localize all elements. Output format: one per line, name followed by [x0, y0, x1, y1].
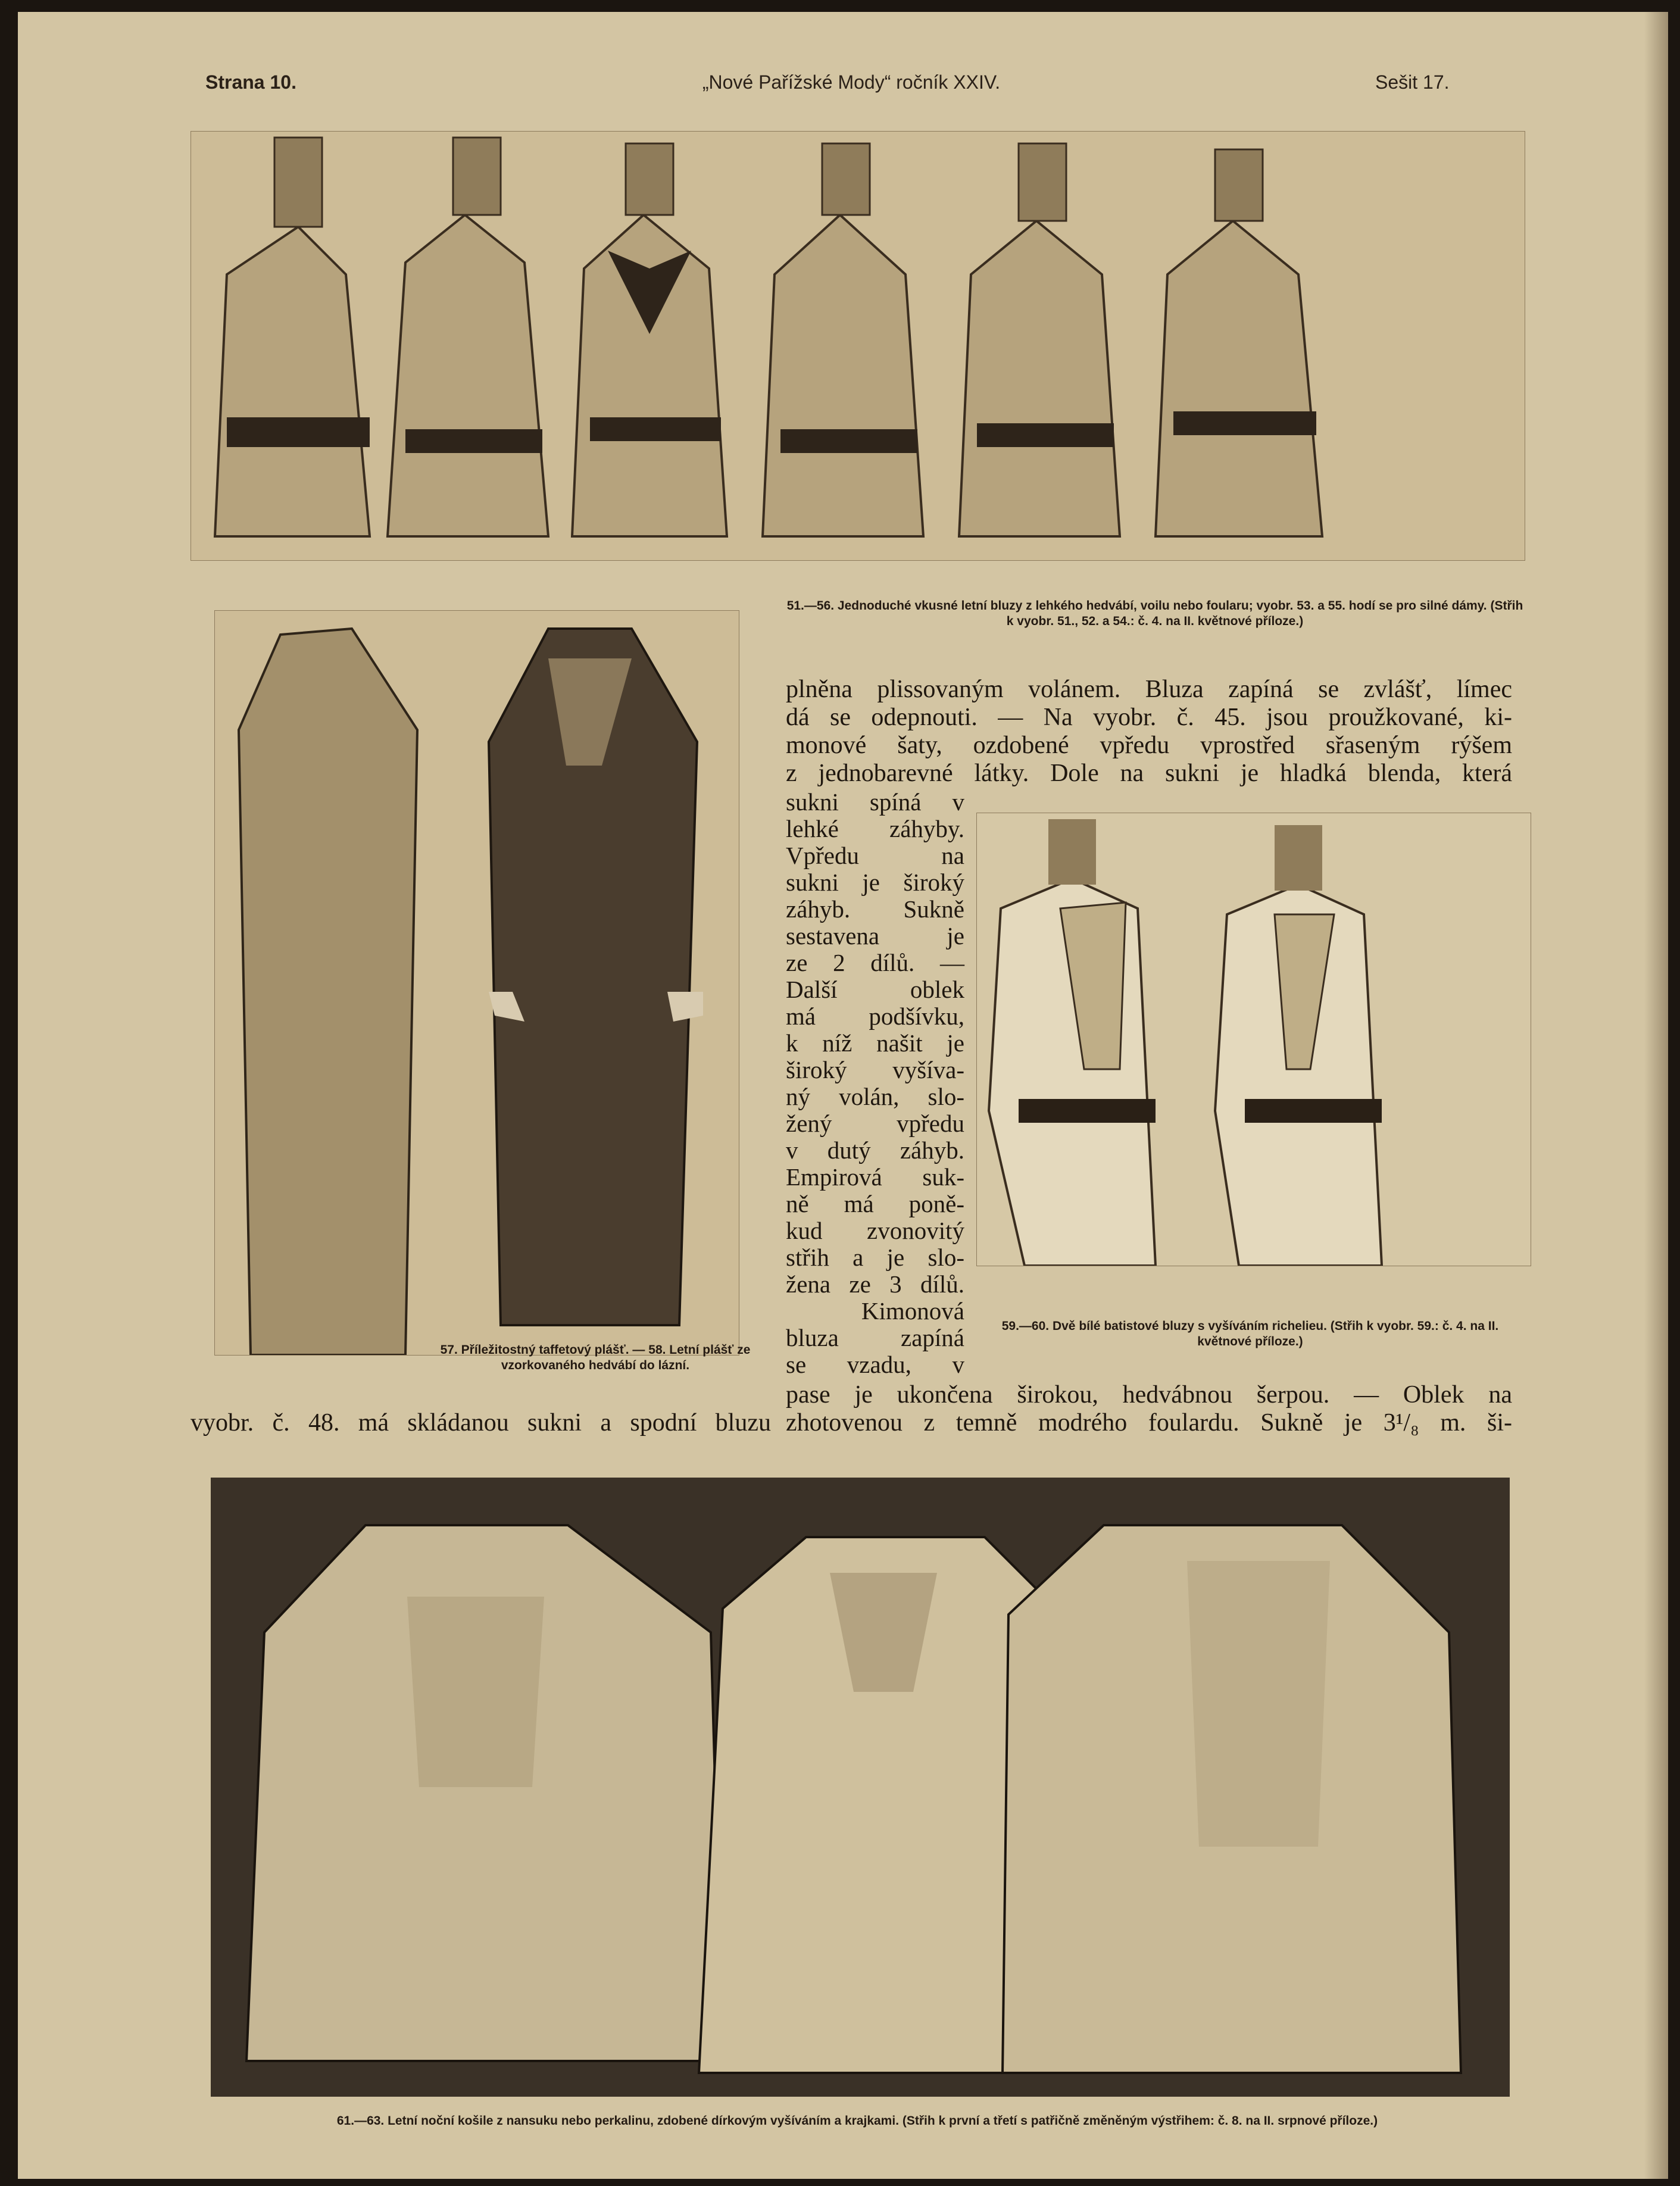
narrow-line-5: záhyb. Sukně — [786, 895, 964, 923]
text-line-4: z jednobarevné látky. Dole na sukni je hladká blenda, která — [786, 760, 1512, 787]
text-line-left: vyobr. č. 48. má skládanou sukni a spodní bluzu — [191, 1409, 771, 1436]
coats-illustration — [214, 610, 739, 1356]
narrow-line-6: sestavena je — [786, 922, 964, 950]
white-blouses-illustration — [976, 813, 1531, 1266]
text-line-3: monové šaty, ozdobené vpředu vprostřed sřaseným rýšem — [786, 732, 1512, 759]
narrow-line-9: má podšívku, — [786, 1003, 964, 1030]
narrow-line-18: střih a je slo- — [786, 1244, 964, 1271]
narrow-line-22: se vzadu, v — [786, 1351, 964, 1378]
narrow-line-4: sukni je široký — [786, 869, 964, 896]
caption-blouses-51-56: 51.—56. Jednoduché vkusné letní bluzy z lehkého hedvábí, voilu nebo foularu; vyobr. 53. a 55. hodí se pro silné dámy. (Střih k vyobr. 51., 52. a 54.: č. 4. na II. květnové příloze.) — [786, 599, 1523, 628]
narrow-line-14: v dutý záhyb. — [786, 1136, 964, 1164]
caption-nightshirts-61-63: 61.—63. Letní noční košile z nansuku nebo perkalinu, zdobené dírkovým vyšíváním a krajkami. (Střih k první a třetí s patřičně změněným výstřihem: č. 8. na II. srpnové příloze.) — [336, 2114, 1378, 2128]
text-line-1: plněna plissovaným volánem. Bluza zapíná se zvlášť, límec — [786, 676, 1512, 703]
blouses-illustration — [191, 131, 1525, 561]
narrow-line-2: lehké záhyby. — [786, 815, 964, 842]
narrow-line-15: Empirová suk- — [786, 1163, 964, 1191]
publication-title: „Nové Pařížské Mody“ ročník XXIV. — [702, 71, 1001, 93]
narrow-line-16: ně má poně- — [786, 1190, 964, 1217]
narrow-line-8: Další oblek — [786, 976, 964, 1003]
nightshirts-photo — [211, 1478, 1510, 2097]
narrow-line-12: ný volán, slo- — [786, 1083, 964, 1110]
narrow-line-13: žený vpředu — [786, 1110, 964, 1137]
issue-number: Sešit 17. — [1375, 71, 1450, 93]
narrow-line-1: sukni spíná v — [786, 788, 964, 816]
caption-blouses-59-60: 59.—60. Dvě bílé batistové bluzy s vyšíváním richelieu. (Střih k vyobr. 59.: č. 4. na II. květnové příloze.) — [1001, 1319, 1499, 1348]
text-line-2: dá se odepnouti. — Na vyobr. č. 45. jsou proužkované, ki- — [786, 704, 1512, 731]
narrow-line-7: ze 2 dílů. — — [786, 949, 964, 976]
narrow-line-3: Vpředu na — [786, 842, 964, 869]
narrow-line-20: Kimonová — [861, 1297, 964, 1325]
narrow-line-11: široký vyšíva- — [786, 1056, 964, 1083]
narrow-line-21: bluza zapíná — [786, 1324, 964, 1351]
magazine-page — [18, 12, 1668, 2179]
page-number: Strana 10. — [205, 71, 296, 93]
narrow-line-10: k níž našit je — [786, 1029, 964, 1057]
text-line-after: pase je ukončena širokou, hedvábnou šerpou. — Oblek na — [786, 1381, 1512, 1409]
narrow-line-17: kud zvonovitý — [786, 1217, 964, 1244]
text-line-right: zhotovenou z temně modrého foulardu. Sukně je 3¹/₈ m. ši- — [786, 1409, 1512, 1436]
caption-coats-57-58: 57. Příležitostný taffetový plášť. — 58. Letní plášť ze vzorkovaného hedvábí do lázní. — [440, 1343, 751, 1372]
narrow-line-19: žena ze 3 dílů. — [786, 1270, 964, 1298]
